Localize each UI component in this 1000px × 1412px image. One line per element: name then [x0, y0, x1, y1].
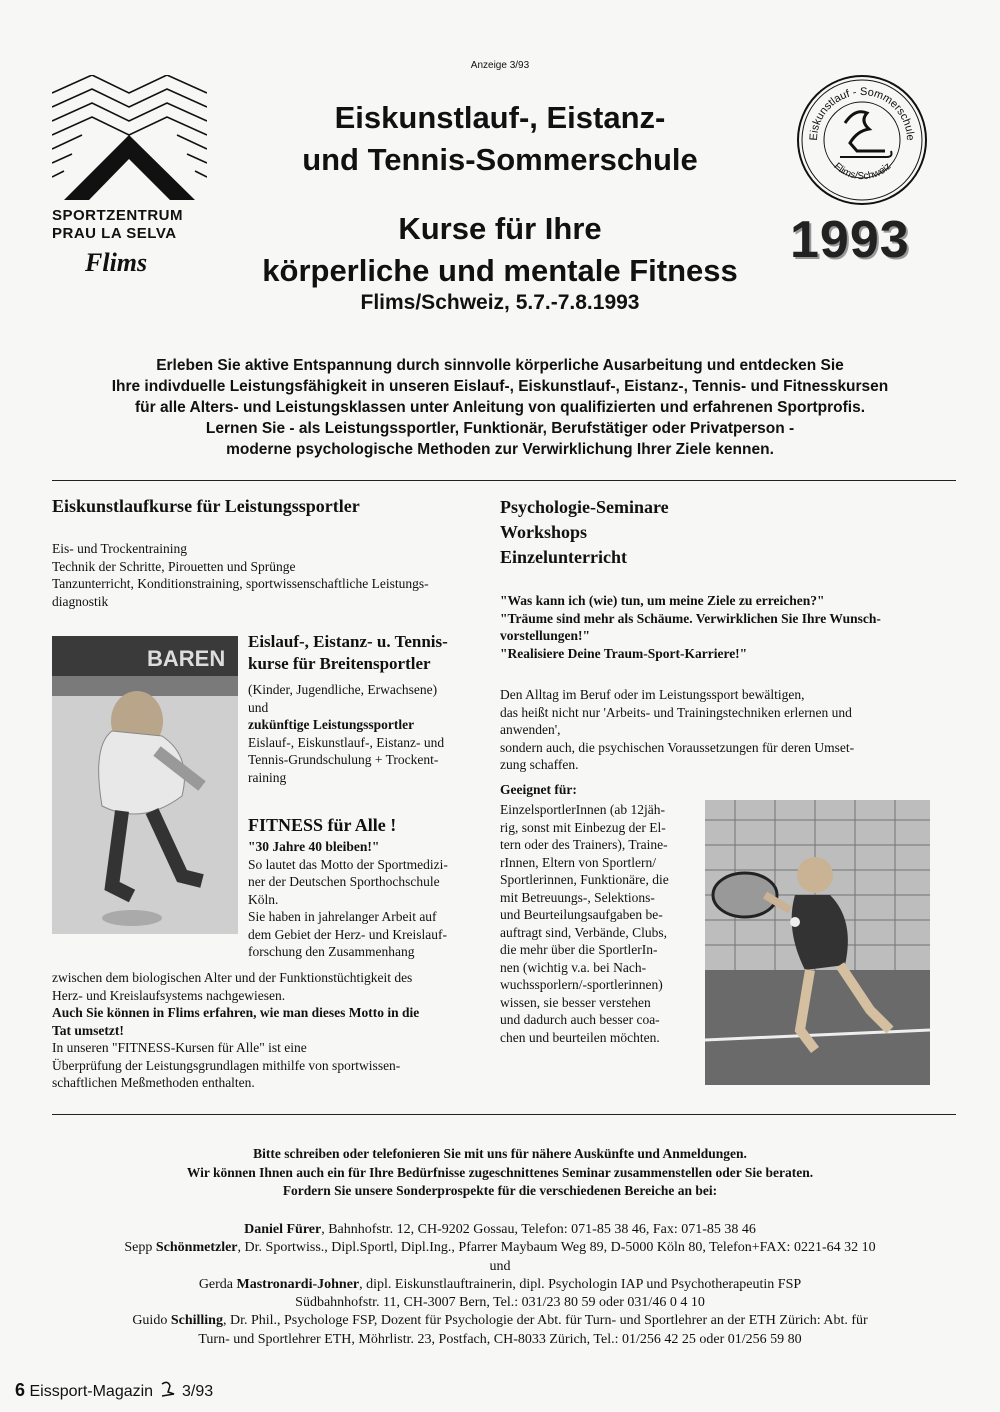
address-entry: Guido Schilling, Dr. Phil., Psychologe FSP, Dozent für Psychologie der Abt. für Turn- und Sportlehrer an der ETH Zürich: Abt. für — [132, 1313, 868, 1329]
training-list — [52, 540, 482, 610]
fitness-motto: "30 Jahre 40 bleiben!" — [248, 839, 380, 854]
intro-line: Erleben Sie aktive Entspannung durch sinnvolle körperliche Ausarbeitung und entdecken Sie — [156, 357, 844, 374]
geeignet-text: EinzelsportlerInnen (ab 12jäh- rig, sonst mit Einbezug der El- tern oder des Trainers), Traine- rInnen, Eltern von Sportlern/ Sportlerinnen, Funktionäre, die mit Betreuungs-, Selektions- und Beurteilungsaufgaben be- auftragt sind, Verbände, Clubs, die mehr über die SportlerIn- nen (wichtig v.a. bei Nach- wuchssporlern/-sportlerinnen) wissen, sie besser verstehen und dadurch auch besser coa- chen und beurteilen möchten. — [500, 802, 669, 1045]
geeignet-label: Geeignet für: — [500, 782, 577, 797]
list-item: Eis- und Trockentraining — [52, 541, 187, 556]
flims-script-logo: Flims — [85, 248, 148, 277]
divider-bottom — [52, 1114, 956, 1115]
intro-line: für alle Alters- und Leistungsklassen unter Anleitung von qualifizierten und erfahrenen Sportprofis. — [134, 399, 866, 416]
quote: "Realisiere Deine Traum-Sport-Karriere!" — [500, 645, 748, 661]
intro-text — [40, 355, 960, 460]
address-entry: Daniel Fürer, Bahnhofstr. 12, CH-9202 Gossau, Telefon: 071-85 38 46, Fax: 071-85 38 46 — [244, 1222, 756, 1237]
address-entry-cont: Turn- und Sportlehrer ETH, Möhrlistr. 23, Postfach, CH-8033 Zürich, Tel.: 01/256 42 25 oder 01/256 59 80 — [198, 1331, 802, 1347]
future-athletes-heading: zukünftige Leistungssportler — [248, 717, 415, 732]
main-title: Eiskunstlauf-, Eistanz- und Tennis-Sommerschule — [302, 100, 698, 177]
magazine-name: Eissport-Magazin — [29, 1383, 154, 1400]
intro-line: moderne psychologische Methoden zur Verwirklichung Ihrer Ziele kennen. — [226, 441, 774, 458]
list-item: Tanzunterricht, Konditionstraining, sportwissenschaftliche Leistungs- — [52, 576, 429, 591]
left-heading: Eiskunstlaufkurse für Leistungssportler — [52, 496, 360, 516]
logo-line-1: SPORTZENTRUM — [52, 207, 183, 224]
page-number: 6 — [15, 1380, 26, 1400]
page-footer — [15, 1380, 213, 1401]
logo-line-2: PRAU LA SELVA — [52, 225, 177, 242]
fitness-text: "30 Jahre 40 bleiben!" So lautet das Motto der Sportmedizi- ner der Deutschen Sporthochschule Köln. Sie haben in jahrelanger Arbeit auf dem Gebiet der Herz- und Kreislauf- forschung den Zusammenhang — [248, 838, 483, 961]
subtitle: Kurse für Ihre körperliche und mentale Fitness — [262, 211, 738, 288]
tennis-boy-photo — [705, 800, 930, 1085]
divider-top — [52, 480, 956, 481]
list-item: diagnostik — [52, 593, 109, 609]
ad-label: Anzeige 3/93 — [470, 60, 530, 71]
quote: vorstellungen!" — [500, 628, 590, 643]
skate-icon — [158, 1380, 178, 1400]
issue-number: 3/93 — [181, 1383, 214, 1400]
fitness-heading: FITNESS für Alle ! — [248, 815, 397, 835]
contact-text: Bitte schreiben oder telefonieren Sie mit uns für nähere Auskünfte und Anmeldungen. Wir können Ihnen auch ein für Ihre Bedürfnisse zugeschnittenes Seminar zusammenstellen oder Sie beraten. Fordern Sie unsere Sonderprospekte für die verschiedenen Bereiche an bei: — [186, 1146, 814, 1198]
breitensport-heading: Eislauf-, Eistanz- u. Tennis- kurse für Breitensportler — [248, 632, 448, 673]
address-connector: und — [489, 1258, 511, 1274]
dateline: Flims/Schweiz, 5.7.-7.8.1993 — [360, 291, 640, 314]
quote: "Träume sind mehr als Schäume. Verwirklichen Sie Ihre Wunsch- — [500, 610, 881, 626]
intro-line: Ihre indivduelle Leistungsfähigkeit in unseren Eislauf-, Eiskunstlauf-, Eistanz-, Tennis- und Fitnesskursen — [111, 378, 889, 395]
address-list — [30, 1221, 970, 1349]
address-entry-cont: Südbahnhofstr. 11, CH-3007 Bern, Tel.: 031/23 80 59 oder 031/46 0 4 10 — [295, 1295, 705, 1311]
quotes — [500, 592, 930, 662]
alltag-text: Den Alltag im Beruf oder im Leistungssport bewältigen, das heißt nicht nur 'Arbeits- und Trainingstechniken erlernen und anwenden', sondern auch, die psychischen Voraussetzungen für deren Umset- zung schaffen. — [500, 687, 855, 772]
svg-text:Eiskunstlauf - Sommerschule: Eiskunstlauf - Sommerschule — [807, 85, 917, 141]
year-badge: 1993 — [790, 211, 910, 269]
ice-skating-girl-photo — [52, 636, 238, 934]
quote: "Was kann ich (wie) tun, um meine Ziele zu erreichen?" — [500, 593, 825, 608]
list-item: Technik der Schritte, Pirouetten und Sprünge — [52, 558, 296, 574]
psychology-heading: Psychologie-Seminare Workshops Einzelunterricht — [500, 497, 669, 567]
address-entry: Gerda Mastronardi-Johner, dipl. Eiskunstlauftrainerin, dipl. Psychologin IAP und Psychotherapeutin FSP — [198, 1276, 802, 1292]
breitensport-text: (Kinder, Jugendliche, Erwachsene) und zukünftige Leistungssportler Eislauf-, Eiskunstlauf-, Eistanz- und Tennis-Grundschulung + Trockent- raining — [248, 681, 483, 786]
intro-line: Lernen Sie - als Leistungssportler, Funktionär, Berufstätiger oder Privatperson - — [205, 420, 795, 437]
photo-sign-text: BAREN — [147, 646, 226, 671]
address-entry: Sepp Schönmetzler, Dr. Sportwiss., Dipl.Sportl, Dipl.Ing., Pfarrer Maybaum Weg 89, D-5000 Köln 80, Telefon+FAX: 0221-64 32 10 — [124, 1240, 876, 1256]
fitness-continued: zwischen dem biologischen Alter und der Funktionstüchtigkeit des Herz- und Kreislaufsystems nachgewiesen. Auch Sie können in Flims erfahren, wie man dieses Motto in die Tat umsetzt! In unseren "FITNESS-Kursen für Alle" ist eine Überprüfung der Leistungsgrundlagen mithilfe von sportwissen- schaftlichen Meßmethoden enthalten. — [52, 970, 420, 1090]
sommerschule-seal — [795, 73, 930, 208]
sportzentrum-logo — [52, 75, 207, 200]
svg-text:Flims/Schweiz: Flims/Schweiz — [831, 160, 894, 183]
